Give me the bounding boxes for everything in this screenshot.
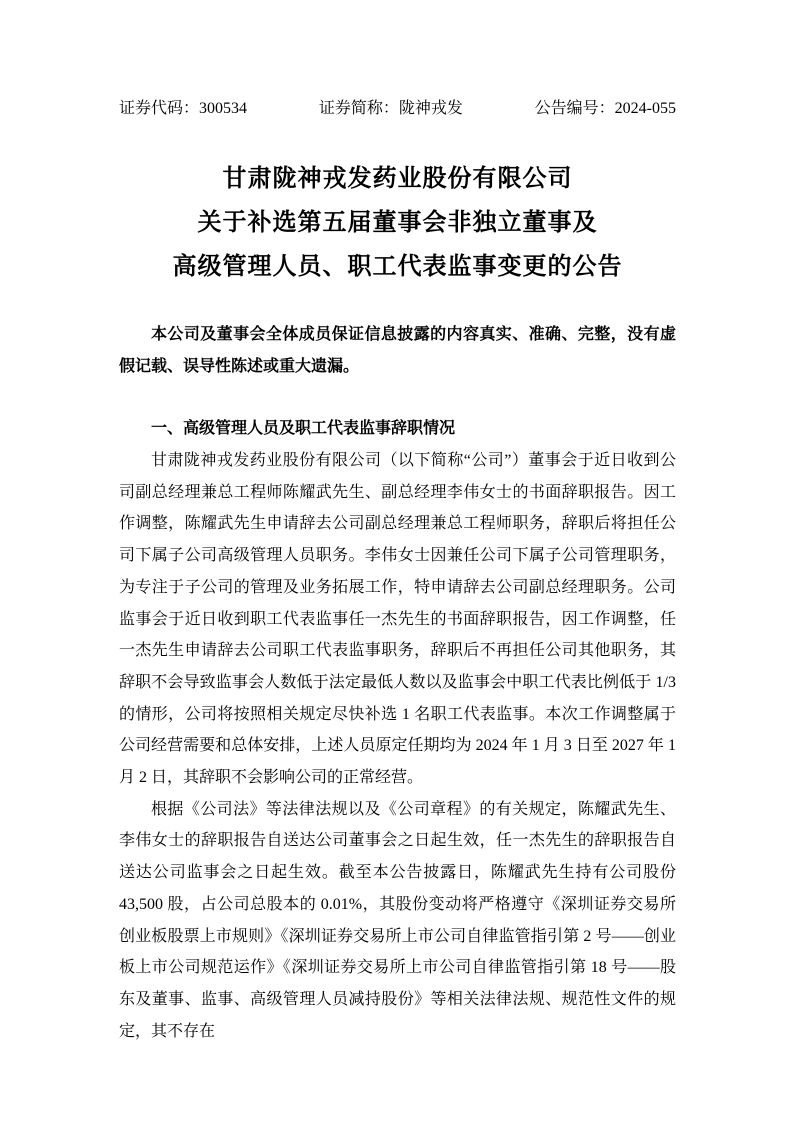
disclaimer-statement: 本公司及董事会全体成员保证信息披露的内容真实、准确、完整，没有虚假记载、误导性陈述或重大遗漏。 [119, 326, 676, 375]
document-header [119, 96, 676, 121]
stock-code: 证券代码：300534 [119, 100, 248, 117]
title-line-subject: 关于补选第五届董事会非独立董事及 [197, 210, 598, 236]
title-line-subject-2: 高级管理人员、职工代表监事变更的公告 [172, 254, 623, 280]
paragraph-resignation-details: 甘肃陇神戎发药业股份有限公司（以下简称“公司”）董事会于近日收到公司副总经理兼总工程师陈耀武先生、副总经理李伟女士的书面辞职报告。因工作调整，陈耀武先生申请辞去公司副总经理兼总工程师职务，辞职后将担任公司下属子公司高级管理人员职务。李伟女士因兼任公司下属子公司管理职务，为专注于子公司的管理及业务拓展工作，特申请辞去公司副总经理职务。公司监事会于近日收到职工代表监事任一杰先生的书面辞职报告，因工作调整，任一杰先生申请辞去公司职工代表监事职务，辞职后不再担任公司其他职务，其辞职不会导致监事会人数低于法定最低人数以及监事会中职工代表比例低于 1/3 的情形，公司将按照相关规定尽快补选 1 名职工代表监事。本次工作调整属于公司经营需要和总体安排，上述人员原定任期均为 2024 年 1 月 3 日至 2027 年 1 月 2 日，其辞职不会影响公司的正常经营。 [119, 452, 676, 787]
section-heading-resignation: 一、高级管理人员及职工代表监事辞职情况 [151, 420, 456, 437]
document-title [119, 157, 676, 289]
announcement-number: 公告编号：2024-055 [534, 100, 676, 117]
title-line-company: 甘肃陇神戎发药业股份有限公司 [222, 166, 573, 192]
paragraph-legal-effect: 根据《公司法》等法律法规以及《公司章程》的有关规定，陈耀武先生、李伟女士的辞职报告自送达公司董事会之日起生效，任一杰先生的辞职报告自送达公司监事会之日起生效。截至本公告披露日，陈耀武先生持有公司股份 43,500 股，占公司总股本的 0.01%，其股份变动将严格遵守《深圳证券交易所创业板股票上市规则》《深圳证券交易所上市公司自律监管指引第 2 号——创业板上市公司规范运作》《深圳证券交易所上市公司自律监管指引第 18 号——股东及董事、监事、高级管理人员减持股份》等相关法律法规、规范性文件的规定，其不存在 [119, 800, 676, 1040]
stock-short-name: 证券简称：陇神戎发 [318, 100, 463, 117]
